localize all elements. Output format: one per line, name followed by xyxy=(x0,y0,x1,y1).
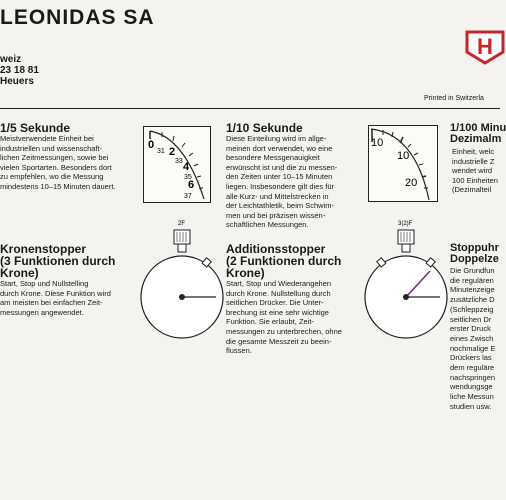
body-line: lichen Zeitmessungen, sowie bei xyxy=(0,153,109,163)
section-title-fifth-second: 1/5 Sekunde xyxy=(0,121,71,135)
section-title-tenth-second: 1/10 Sekunde xyxy=(226,121,303,135)
body-line: durch Krone. Diese Funktion wird xyxy=(0,288,111,298)
body-line: liegen. Insbesondere gilt dies für xyxy=(226,181,334,191)
dial-scale-fifth-second xyxy=(143,126,211,203)
address-line: 23 18 81 xyxy=(0,65,39,76)
title-line: Dezimalm xyxy=(450,133,502,145)
body-line: messungen zu unterbrechen, ohne xyxy=(226,326,342,336)
body-line: wendungsge xyxy=(450,382,493,392)
body-line: industriellen und wissenschaft- xyxy=(0,143,103,153)
section-title-addition-stopper xyxy=(226,243,341,279)
body-line: zusätzliche D xyxy=(450,295,495,305)
title-line: (3 Funktionen durch xyxy=(0,254,116,268)
section-body-hundredth-minute xyxy=(452,147,498,195)
body-line: men und bei präzisen wissen- xyxy=(226,210,326,220)
body-line: Funktion. Sie erlaubt, Zeit- xyxy=(226,317,314,327)
body-line: schaftlichen Messungen. xyxy=(226,220,309,230)
scale-label: 6 xyxy=(188,179,195,191)
title-line: Krone) xyxy=(0,266,39,280)
body-line: besondere Messgenauigkeit xyxy=(226,153,320,163)
watch-label: 2F xyxy=(178,221,186,227)
body-line: nachspringen xyxy=(450,372,496,382)
scale-label: 33 xyxy=(175,158,183,165)
body-line: (Dezimalteil xyxy=(452,185,492,195)
body-line: Meistverwendete Einheit bei xyxy=(0,134,94,143)
scale-label: 4 xyxy=(183,161,190,173)
section-body-fifth-second xyxy=(0,134,116,192)
title-line: Kronenstopper xyxy=(0,242,87,256)
address-line: Heuers xyxy=(0,76,34,87)
body-line: Start, Stop und Wiederangehen xyxy=(226,279,332,288)
scale-label: 2 xyxy=(169,146,176,158)
body-line: am meisten bei einfachen Zeit- xyxy=(0,298,103,308)
body-line: flussen. xyxy=(226,346,252,356)
body-line: Minutenzeige xyxy=(450,285,495,295)
address-block xyxy=(0,54,39,87)
page-title: LEONIDAS SA xyxy=(0,6,155,29)
body-line: seitlichen Dr xyxy=(450,314,492,324)
body-line: alle Kurz- und Mittelstrecken in xyxy=(226,191,329,201)
scale-label: 10 xyxy=(371,137,384,149)
body-line: Start, Stop und Nullstelling xyxy=(0,279,89,288)
body-line: eines Zwisch xyxy=(450,333,494,343)
body-line: zu empfehlen, wo die Messung xyxy=(0,172,104,182)
title-line: Krone) xyxy=(226,266,265,280)
section-title-hundredth-minute xyxy=(450,123,506,145)
heuer-shield-logo xyxy=(465,30,505,64)
section-title-split-stopwatch xyxy=(450,243,499,265)
watch-label: 3(2)F xyxy=(398,221,413,227)
printed-note: Printed in Switzerla xyxy=(424,95,484,102)
body-line: messungen angewendet. xyxy=(0,307,84,317)
body-line: die gesamte Messzeit zu beein- xyxy=(226,336,332,346)
scale-label: 20 xyxy=(405,177,418,189)
title-line: 1/100 Minu xyxy=(450,122,506,134)
body-line: erster Druck xyxy=(450,324,491,334)
body-line: Einheit, welc xyxy=(452,147,495,156)
body-line: die regulären xyxy=(450,275,494,285)
section-body-split-stopwatch xyxy=(450,266,495,412)
section-body-crown-stopper xyxy=(0,279,111,317)
body-line: industrielle Z xyxy=(452,156,495,166)
body-line: dem reguläre xyxy=(450,363,495,373)
section-body-tenth-second xyxy=(226,134,337,230)
body-line: nochmalige E xyxy=(450,343,496,353)
body-line: liche Messun xyxy=(450,392,494,402)
body-line: den Zeiten unter 10–15 Minuten xyxy=(226,172,333,182)
body-line: vielen Sportarten. Besonders dort xyxy=(0,162,112,172)
scale-label: 31 xyxy=(157,148,165,155)
body-line: studien usw. xyxy=(450,401,492,411)
scale-label: 37 xyxy=(184,193,192,200)
section-title-crown-stopper xyxy=(0,243,115,279)
scale-label: 0 xyxy=(148,139,155,151)
dial-scale-hundredth-minute xyxy=(368,125,438,202)
stopwatch-split-second xyxy=(362,218,452,350)
body-line: mindestens 10–15 Minuten dauert. xyxy=(0,181,116,191)
body-line: brechung ist eine sehr wichtige xyxy=(226,307,329,317)
scale-label: 10 xyxy=(397,150,410,162)
logo-letter: H xyxy=(477,34,493,59)
address-line: weiz xyxy=(0,54,22,65)
title-line: (2 Funktionen durch xyxy=(226,254,342,268)
body-line: Drückers las xyxy=(450,353,492,363)
body-line: seitlichen Drücker. Die Unter- xyxy=(226,298,324,308)
body-line: 100 Einheiten xyxy=(452,175,498,185)
stopwatch-crown-stopper xyxy=(138,218,228,350)
header-divider xyxy=(0,108,500,109)
body-line: der Leichtathletik, beim Schwim- xyxy=(226,201,334,211)
body-line: wendet wird xyxy=(452,166,493,176)
scale-label: 35 xyxy=(184,174,192,181)
title-line: Doppelze xyxy=(450,253,499,265)
section-body-addition-stopper xyxy=(226,279,342,356)
body-line: Die Grundfun xyxy=(450,266,495,275)
title-line: Additionsstopper xyxy=(226,242,326,256)
body-line: erwünscht ist und die zu messen- xyxy=(226,162,338,172)
body-line: meinen dort verwendet, wo eine xyxy=(226,143,333,153)
title-line: Stoppuhr xyxy=(450,242,499,254)
body-line: (Schleppzeig xyxy=(450,304,494,314)
body-line: Diese Einteilung wird im allge- xyxy=(226,134,327,143)
body-line: durch Krone. Nullstellung durch xyxy=(226,288,331,298)
